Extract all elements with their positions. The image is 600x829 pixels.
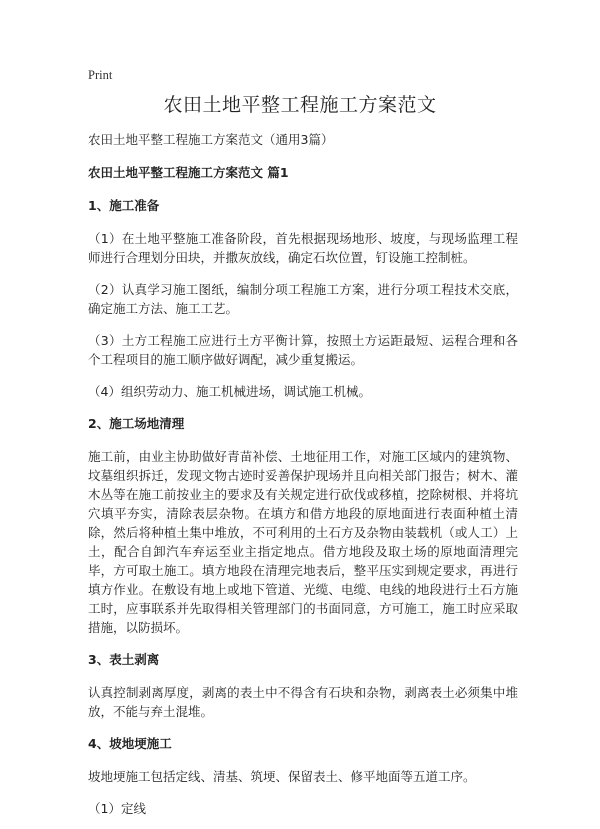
- page-title: 农田土地平整工程施工方案范文: [163, 94, 437, 116]
- section-1-paragraph-4: （4）组织劳动力、施工机械进场，调试施工机械。: [88, 384, 371, 399]
- article-heading: 农田土地平整工程施工方案范文 篇1: [88, 165, 289, 180]
- section-4-paragraph-2: （1）定线: [88, 801, 146, 816]
- section-1-paragraph-1: （1）在土地平整施工准备阶段，首先根据现场地形、坡度，与现场监理工程师进行合理划分田块，并撒灰放线，确定石坎位置，钉设施工控制桩。: [88, 231, 518, 265]
- document-body: [88, 130, 518, 829]
- section-2-paragraph-1: 施工前，由业主协助做好青苗补偿、土地征用工作，对施工区域内的建筑物、坟墓组织拆迁，发现文物古迹时妥善保护现场并且向相关部门报告；树木、灌木丛等在施工前按业主的要求及有关规定进行砍伐或移植，挖除树根、并将坑穴填平夯实，清除表层杂物。在填方和借方地段的原地面进行表面种植土清除，然后将种植土集中堆放，不可利用的土石方及杂物由装载机（或人工）上土，配合自卸汽车弃运至业主指定地点。借方地段及取土场的原地面清理完毕，方可取土施工。填方地段在清理完地表后，整平压实到规定要求，再进行填方作业。在敷设有地上或地下管道、光缆、电缆、电线的地段进行土石方施工时，应事联系并先取得相关管理部门的书面同意，方可施工，施工时应采取措施，以防损坏。: [88, 449, 518, 635]
- document-subtitle: 农田土地平整工程施工方案范文（通用3篇）: [88, 132, 334, 147]
- section-1-paragraph-3: （3）土方工程施工应进行土方平衡计算，按照土方运距最短、运程合理和各个工程项目的施工顺序做好调配，减少重复搬运。: [88, 333, 518, 367]
- section-1-paragraph-2: （2）认真学习施工图纸，编制分项工程施工方案，进行分项工程技术交底，确定施工方法、施工工艺。: [88, 282, 518, 316]
- print-link[interactable]: Print: [88, 68, 113, 82]
- section-heading-2: 2、施工场地清理: [88, 416, 185, 431]
- section-3-paragraph-1: 认真控制剥离厚度，剥离的表土中不得含有石块和杂物，剥离表土必须集中堆放，不能与弃土混堆。: [88, 685, 518, 719]
- section-4-paragraph-1: 坡地埂施工包括定线、清基、筑埂、保留表土、修平地面等五道工序。: [88, 769, 476, 784]
- section-heading-4: 4、坡地埂施工: [88, 736, 172, 751]
- section-heading-3: 3、表土剥离: [88, 652, 160, 667]
- section-heading-1: 1、施工准备: [88, 198, 160, 213]
